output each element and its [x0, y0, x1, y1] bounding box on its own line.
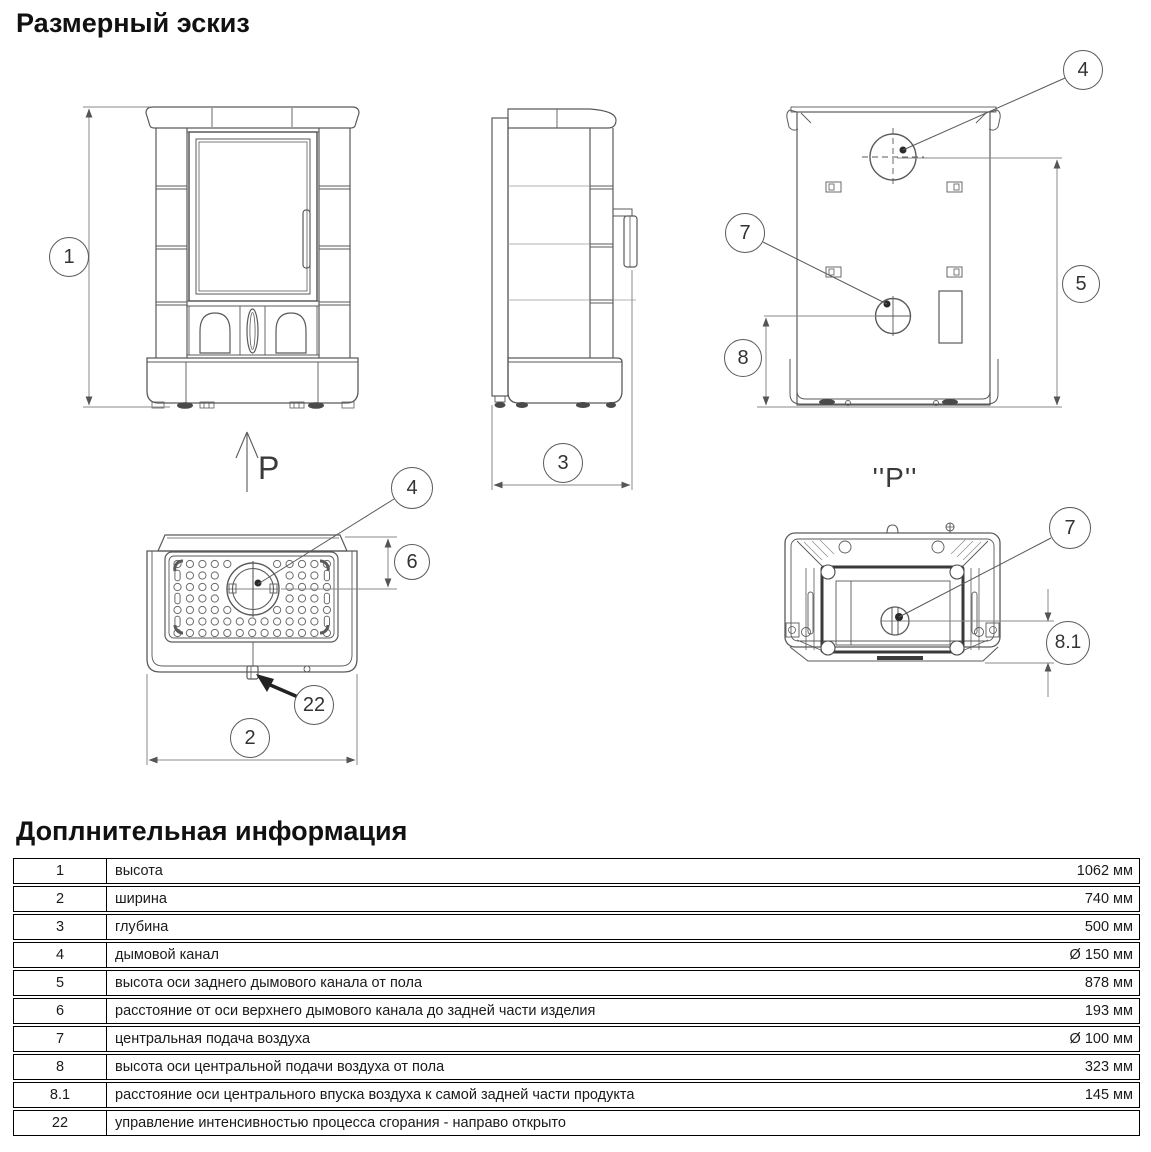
- callout-7-air-rear: 7: [725, 213, 765, 253]
- table-row: [13, 1026, 1140, 1052]
- row-label: расстояние оси центрального впуска воздуха к самой задней части продукта: [115, 1087, 635, 1103]
- section-title: Доплнительная информация: [16, 816, 408, 846]
- table-row: [13, 970, 1140, 996]
- grille-holes: [174, 560, 331, 636]
- row-label: дымовой канал: [115, 947, 219, 963]
- row-label: глубина: [115, 919, 169, 935]
- table-row: [13, 1054, 1140, 1080]
- row-label: высота оси заднего дымового канала от пола: [115, 975, 423, 991]
- front-view: [146, 107, 359, 409]
- top-view: [147, 432, 357, 697]
- row-value: 145 мм: [1084, 1087, 1133, 1103]
- bottom-leader-lines: [899, 538, 1051, 617]
- table-row: [13, 942, 1140, 968]
- row-label: ширина: [115, 891, 167, 907]
- callout-4-flue-top: 4: [391, 467, 433, 509]
- table-row: [13, 886, 1140, 912]
- row-number: 3: [14, 915, 107, 939]
- row-value: 500 мм: [1084, 919, 1133, 935]
- callout-1-height: 1: [49, 237, 89, 277]
- row-value: 323 мм: [1084, 1059, 1133, 1075]
- row-number: 22: [14, 1111, 107, 1135]
- callout-6-flue-offset: 6: [394, 544, 430, 580]
- row-value: 878 мм: [1084, 975, 1133, 991]
- bottom-view: [785, 523, 1000, 661]
- rear-view: [787, 107, 1000, 406]
- row-value: 1062 мм: [1076, 863, 1133, 879]
- row-number: 8: [14, 1055, 107, 1079]
- table-row: [13, 858, 1140, 884]
- table-row: [13, 998, 1140, 1024]
- row-value: [1003, 1111, 1139, 1135]
- row-label: управление интенсивностью процесса сгорания - направо открыто: [115, 1115, 566, 1131]
- row-number: 1: [14, 859, 107, 883]
- row-number: 5: [14, 971, 107, 995]
- row-number: 2: [14, 887, 107, 911]
- callout-3-depth: 3: [543, 443, 583, 483]
- top-leader-lines: [258, 499, 394, 584]
- callout-2-width: 2: [230, 718, 270, 758]
- table-row: [13, 1110, 1140, 1136]
- row-value: 740 мм: [1084, 891, 1133, 907]
- side-view: [492, 109, 637, 408]
- row-number: 6: [14, 999, 107, 1023]
- row-number: 4: [14, 943, 107, 967]
- p-direction-label: P: [258, 450, 280, 486]
- row-label: высота оси центральной подачи воздуха от пола: [115, 1059, 445, 1075]
- callout-5-rear-flue-height: 5: [1062, 265, 1100, 303]
- row-value: 193 мм: [1084, 1003, 1133, 1019]
- row-number: 7: [14, 1027, 107, 1051]
- row-label: высота: [115, 863, 163, 879]
- rear-dimensions: [757, 158, 1062, 407]
- callout-22-control: 22: [294, 685, 334, 725]
- page-title: Размерный эскиз: [16, 8, 250, 38]
- row-number: 8.1: [14, 1083, 107, 1107]
- row-label: расстояние от оси верхнего дымового канала до задней части изделия: [115, 1003, 596, 1019]
- additional-info-table: [13, 858, 1140, 1138]
- row-value: Ø 150 мм: [1069, 947, 1133, 963]
- row-value: Ø 100 мм: [1069, 1031, 1133, 1047]
- row-label: центральная подача воздуха: [115, 1031, 311, 1047]
- p-view-title: ''P'': [872, 462, 918, 493]
- callout-7-air-bottom: 7: [1049, 507, 1091, 549]
- table-row: [13, 914, 1140, 940]
- table-row: [13, 1082, 1140, 1108]
- callout-4-flue-rear: 4: [1063, 50, 1103, 90]
- callout-81-air-offset: 8.1: [1046, 621, 1090, 665]
- callout-8-air-height: 8: [724, 339, 762, 377]
